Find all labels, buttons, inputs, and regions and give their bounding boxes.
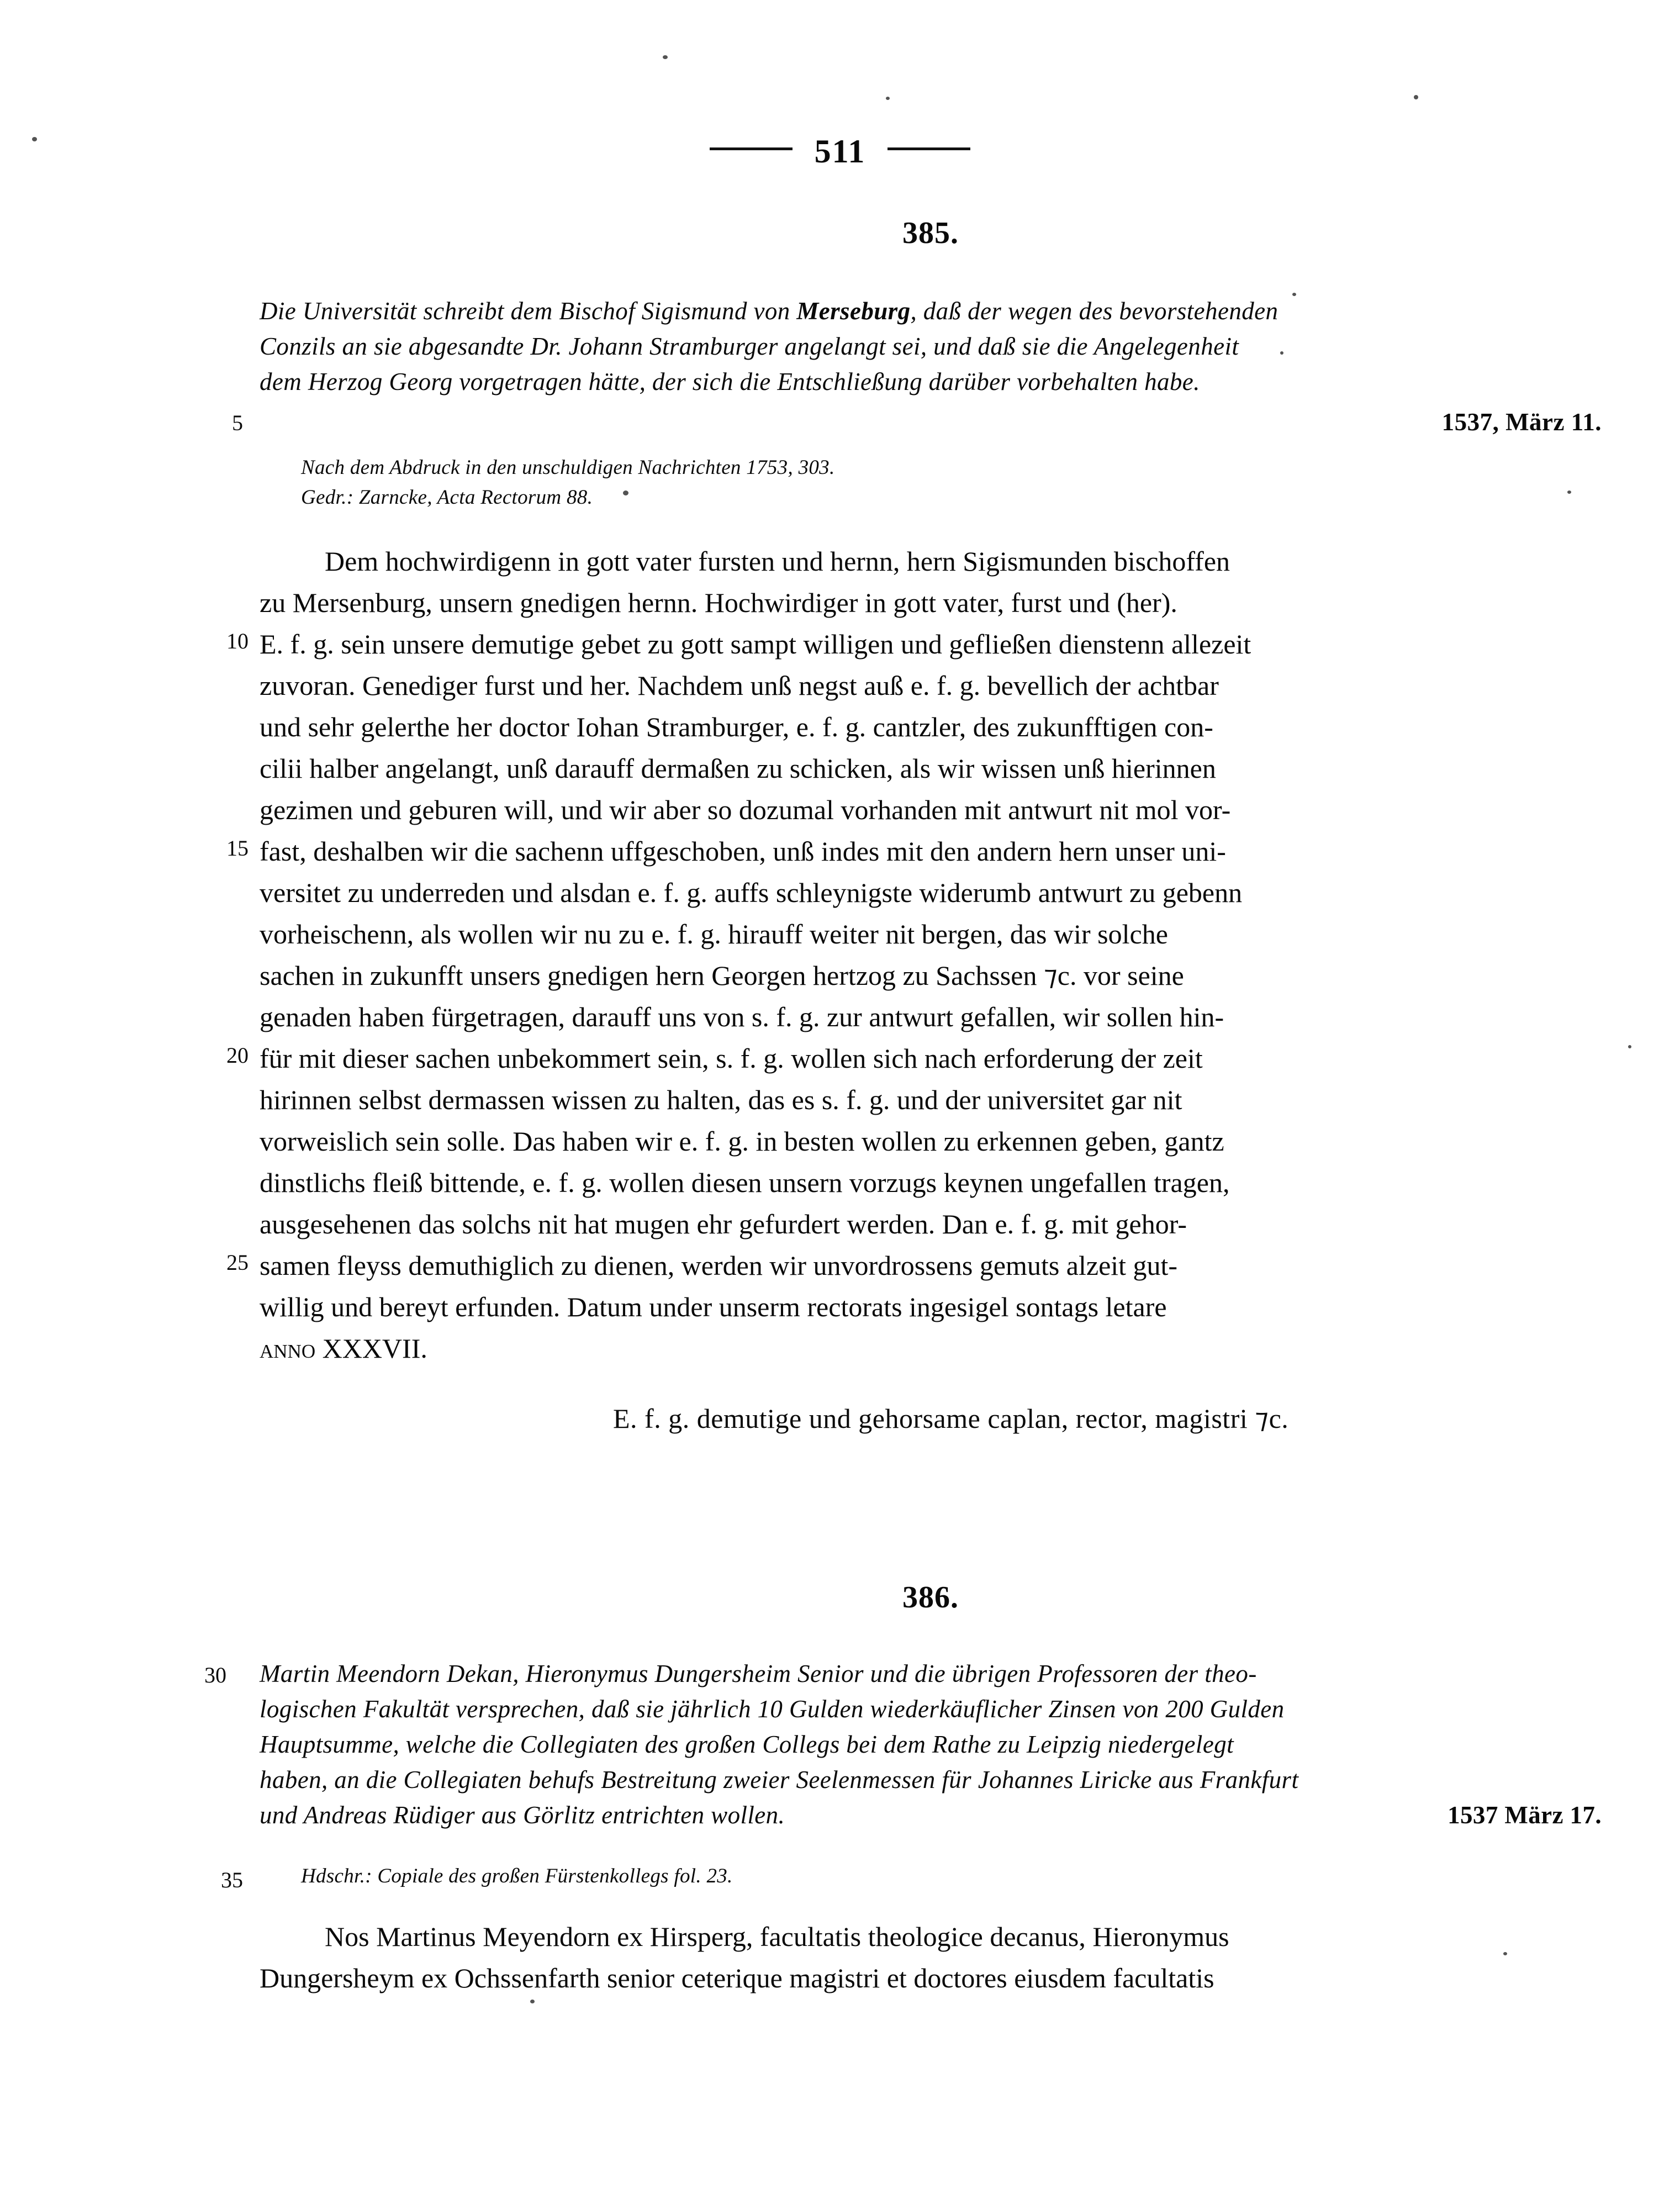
regest-line-2: Conzils an sie abgesandte Dr. Johann Stramburger angelangt sei, und daß sie die Angelegenheit — [260, 332, 1239, 360]
entry-386-source-text: Hdschr.: Copiale des großen Fürstenkollegs fol. 23. — [301, 1865, 733, 1888]
entry-385-number: 385. — [902, 216, 959, 250]
body-line — [260, 1916, 1602, 1958]
body-line — [260, 748, 1602, 789]
entry-385-regest — [260, 294, 1602, 400]
body-line-text: samen fleyss demuthiglich zu dienen, werden wir unvordrossens gemuts alzeit gut- — [260, 1250, 1178, 1281]
body-line-text: willig und bereyt erfunden. Datum under unserm rectorats ingesigel sontags letare — [260, 1291, 1167, 1323]
body-line-text: cilii halber angelangt, unß darauff dermaßen zu schicken, als wir wissen unß hierinnen — [260, 753, 1216, 784]
entry-386-source — [221, 1861, 1602, 1893]
body-line — [226, 1245, 1602, 1286]
body-line — [260, 665, 1602, 706]
entry-385-signature: E. f. g. demutige und gehorsame caplan, rector, magistri ⁊c. — [613, 1403, 1289, 1434]
body-line — [260, 914, 1602, 955]
body-line — [260, 789, 1602, 831]
body-line — [226, 831, 1602, 872]
body-line — [260, 1162, 1602, 1204]
line-number-10: 10 — [226, 629, 249, 654]
body-line — [260, 1286, 1602, 1328]
entry-385-dateline-row — [232, 408, 1602, 441]
scan-speck — [530, 2000, 535, 2003]
scan-speck — [663, 55, 668, 59]
body-line — [260, 541, 1602, 582]
body-line — [260, 582, 1602, 624]
body-line-text: vorheischenn, als wollen wir nu zu e. f. g. hirauff weiter nit bergen, das wir solche — [260, 919, 1168, 950]
entry-385-source-1: Nach dem Abdruck in den unschuldigen Nachrichten 1753, 303. — [301, 456, 835, 479]
body-line-text: versitet zu underreden und alsdan e. f. g. auffs schleynigste widerumb antwurt zu gebenn — [260, 877, 1243, 909]
regest-line-1a: Die Universität schreibt dem Bischof Sigismund von — [260, 297, 797, 325]
body-line-text: vorweislich sein solle. Das haben wir e. f. g. in besten wollen zu erkennen geben, gantz — [260, 1126, 1224, 1157]
page-number: 511 — [814, 133, 866, 170]
body-line-text: Dungersheym ex Ochssenfarth senior ceterique magistri et doctores eiusdem facultatis — [260, 1963, 1214, 1994]
entry-385-source-2: Gedr.: Zarncke, Acta Rectorum 88. — [301, 486, 593, 509]
regest-line — [204, 1657, 1602, 1692]
body-line-text: Dem hochwirdigenn in gott vater fursten und hernn, hern Sigismunden bischoffen — [325, 546, 1230, 577]
scan-speck — [1414, 95, 1418, 99]
body-line-text: genaden haben fürgetragen, darauff uns von s. f. g. zur antwurt gefallen, wir sollen hin- — [260, 1001, 1224, 1033]
line-number-30: 30 — [204, 1663, 226, 1687]
body-line — [260, 1958, 1602, 1999]
body-line-text: sachen in zukunfft unsers gnedigen hern Georgen hertzog zu Sachssen ⁊c. vor seine — [260, 960, 1184, 991]
scan-speck — [886, 97, 890, 100]
body-line — [260, 872, 1602, 914]
regest-line: haben, an die Collegiaten behufs Bestreitung zweier Seelenmessen für Johannes Liricke aus Frankfurt — [260, 1765, 1299, 1794]
body-line — [226, 1038, 1602, 1079]
em-dash-rule-left-icon — [710, 147, 793, 150]
regest-line: logischen Fakultät versprechen, daß sie jährlich 10 Gulden wiederkäuflicher Zinsen von 200 Gulden — [260, 1695, 1285, 1723]
body-line — [260, 1121, 1602, 1162]
line-number-25: 25 — [226, 1250, 249, 1275]
entry-385-body — [226, 541, 1602, 1369]
running-head — [0, 133, 1680, 171]
line-number-20: 20 — [226, 1043, 249, 1068]
body-line — [260, 706, 1602, 748]
body-line-text: gezimen und geburen will, und wir aber so dozumal vorhanden mit antwurt nit mol vor- — [260, 794, 1231, 826]
body-line — [260, 1204, 1602, 1245]
regest-line-3: dem Herzog Georg vorgetragen hätte, der sich die Entschließung darüber vorbehalten habe. — [260, 367, 1200, 395]
line-number-35: 35 — [221, 1868, 243, 1893]
body-line-text: zu Mersenburg, unsern gnedigen hernn. Hochwirdiger in gott vater, furst und (her). — [260, 587, 1177, 619]
em-dash-rule-right-icon — [887, 147, 970, 150]
entry-386-body — [260, 1916, 1602, 1999]
body-line-text: hirinnen selbst dermassen wissen zu halten, das es s. f. g. und der universitet gar nit — [260, 1084, 1182, 1116]
body-line-text: E. f. g. sein unsere demutige gebet zu gott sampt willigen und gefließen dienstenn allezeit — [260, 629, 1251, 660]
line-number-5: 5 — [232, 410, 243, 435]
entry-386-number: 386. — [902, 1580, 959, 1615]
entry-386-date: 1537 März 17. — [1447, 1801, 1602, 1829]
regest-line-text: und Andreas Rüdiger aus Görlitz entrichten wollen. — [260, 1801, 785, 1829]
body-line-text: dinstlichs fleiß bittende, e. f. g. wollen diesen unsern vorzugs keynen ungefallen tragen, — [260, 1167, 1230, 1199]
body-line — [260, 1079, 1602, 1121]
regest-line-text: Martin Meendorn Dekan, Hieronymus Dungersheim Senior und die übrigen Professoren der theo- — [260, 1660, 1257, 1687]
body-line-text: zuvoran. Genediger furst und her. Nachdem unß negst auß e. f. g. bevellich der achtbar — [260, 670, 1219, 701]
entry-385 — [226, 215, 1602, 1434]
regest-place-name: Merseburg — [796, 297, 911, 325]
body-line-text: Nos Martinus Meyendorn ex Hirsperg, facultatis theologice decanus, Hieronymus — [325, 1921, 1229, 1953]
regest-line-1b: , daß der wegen des bevorstehenden — [910, 297, 1279, 325]
line-number-15: 15 — [226, 836, 249, 861]
regest-last-line-row — [260, 1798, 1602, 1833]
body-line-text: und sehr gelerthe her doctor Iohan Stramburger, e. f. g. cantzler, des zukunfftigen con- — [260, 711, 1213, 743]
entry-385-date: 1537, März 11. — [1441, 408, 1602, 436]
body-line — [260, 1328, 1602, 1369]
entry-386 — [204, 1580, 1602, 1999]
regest-line: Hauptsumme, welche die Collegiaten des großen Collegs bei dem Rathe zu Leipzig niedergelegt — [260, 1730, 1234, 1758]
entry-386-regest — [204, 1657, 1602, 1833]
body-line — [226, 624, 1602, 665]
body-line-text: anno XXXVII. — [260, 1333, 427, 1364]
body-line — [260, 955, 1602, 996]
body-line-text: fast, deshalben wir die sachenn uffgeschoben, unß indes mit den andern hern unser uni- — [260, 836, 1226, 867]
body-line — [260, 996, 1602, 1038]
scan-speck — [1628, 1045, 1631, 1048]
body-line-text: ausgesehenen das solchs nit hat mugen ehr gefurdert werden. Dan e. f. g. mit gehor- — [260, 1209, 1187, 1240]
body-line-text: für mit dieser sachen unbekommert sein, s. f. g. wollen sich nach erforderung der zeit — [260, 1043, 1203, 1074]
